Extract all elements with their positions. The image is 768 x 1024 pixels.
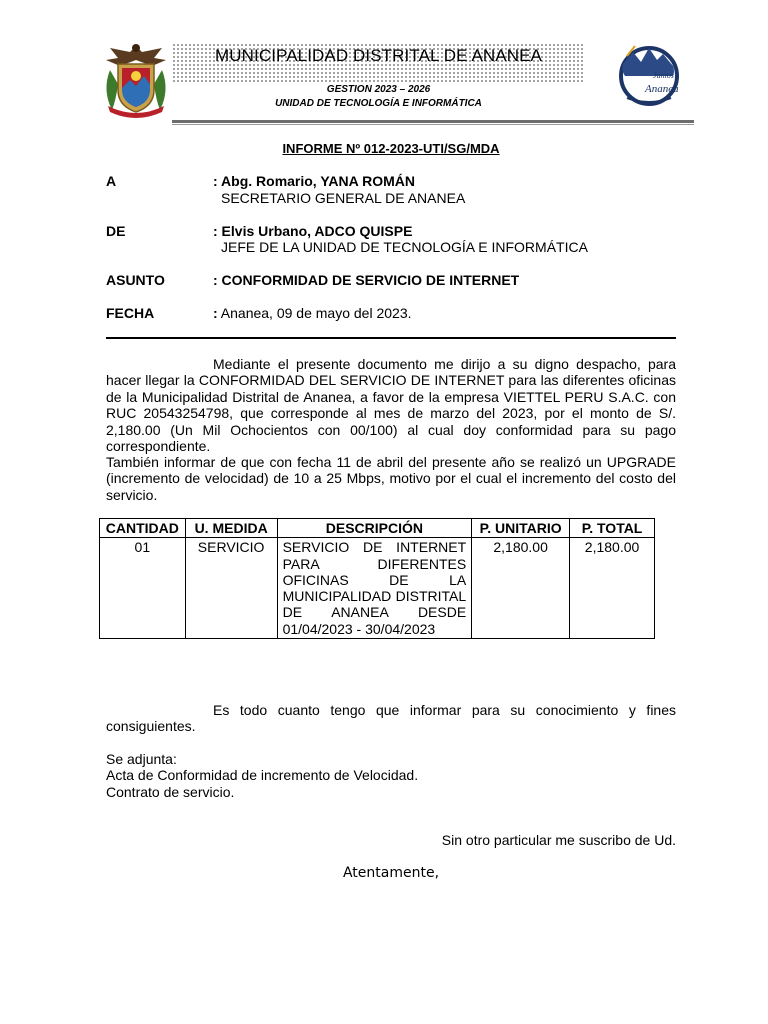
body-paragraph-3: Es todo cuanto tengo que informar para su conocimiento y fines consiguientes. [106, 702, 676, 735]
body-paragraph-1: Mediante el presente documento me dirijo a su digno despacho, para hacer llegar la CONFORMIDAD DEL SERVICIO DE INTERNET para las diferentes oficinas de la Municipalidad Distrital de Ananea, a favor de la empresa VIETTEL PERU S.A.C. con RUC 20543254798, que corresponde al mes de marzo del 2023, por el monto de S/. 2,180.00 (Un Mil Ochocientos con 00/100) al cual doy conformidad para su pago correspondiente. [106, 356, 676, 455]
report-title: INFORME Nº 012-2023-UTI/SG/MDA [282, 141, 500, 156]
gestion-period: GESTION 2023 – 2026 [326, 84, 431, 95]
subject-label: ASUNTO [106, 272, 165, 288]
cell-unit: SERVICIO [185, 538, 277, 639]
logo-juntos-text: Juntos [653, 71, 674, 80]
date-label: FECHA [106, 305, 155, 321]
col-header-quantity: CANTIDAD [100, 519, 186, 538]
to-value: : Abg. Romario, YANA ROMÁN [213, 173, 415, 189]
col-header-unit-price: P. UNITARIO [472, 519, 570, 538]
juntos-ananea-logo [615, 42, 679, 110]
from-label: DE [106, 223, 126, 239]
cell-total-price: 2,180.00 [570, 538, 655, 639]
from-value: : Elvis Urbano, ADCO QUISPE [213, 223, 413, 239]
cell-description: SERVICIO DE INTERNET PARA DIFERENTES OFICINAS DE LA MUNICIPALIDAD DISTRITAL DE ANANEA DESDE 01/04/2023 - 30/04/2023 [277, 538, 472, 639]
regards: Atentamente, [342, 865, 440, 881]
attachment-item: Acta de Conformidad de incremento de Velocidad. [106, 767, 419, 783]
to-position: SECRETARIO GENERAL DE ANANEA [221, 190, 466, 206]
coat-of-arms-logo [100, 40, 172, 118]
from-position: JEFE DE LA UNIDAD DE TECNOLOGÍA E INFORMÁTICA [221, 239, 588, 255]
date-value [213, 305, 412, 321]
closing-line: Sin otro particular me suscribo de Ud. [441, 832, 676, 848]
header-divider [172, 120, 694, 123]
attachments-label: Se adjunta: [106, 751, 177, 767]
header-divider-thin [172, 124, 694, 125]
subject-value: : CONFORMIDAD DE SERVICIO DE INTERNET [213, 272, 520, 288]
col-header-total-price: P. TOTAL [570, 519, 655, 538]
date-colon: : [213, 305, 218, 321]
logo-ananea-text: Ananea [645, 83, 679, 95]
cell-quantity: 01 [100, 538, 186, 639]
to-label: A [106, 173, 117, 189]
body-paragraph-2: También informar de que con fecha 11 de abril del presente año se realizó un UPGRADE (incremento de velocidad) de 10 a 25 Mbps, motivo por el cual el incremento del costo del servicio. [106, 454, 676, 503]
col-header-unit: U. MEDIDA [185, 519, 277, 538]
col-header-description: DESCRIPCIÓN [277, 519, 472, 538]
section-divider [106, 337, 676, 339]
unit-name: UNIDAD DE TECNOLOGÍA E INFORMÁTICA [275, 98, 482, 109]
date-text: Ananea, 09 de mayo del 2023. [217, 305, 412, 321]
table-header-row [100, 519, 655, 538]
municipality-name: MUNICIPALIDAD DISTRITAL DE ANANEA [215, 46, 542, 65]
service-table [99, 518, 655, 639]
table-row [100, 538, 655, 639]
cell-unit-price: 2,180.00 [472, 538, 570, 639]
attachment-item: Contrato de servicio. [106, 784, 235, 800]
